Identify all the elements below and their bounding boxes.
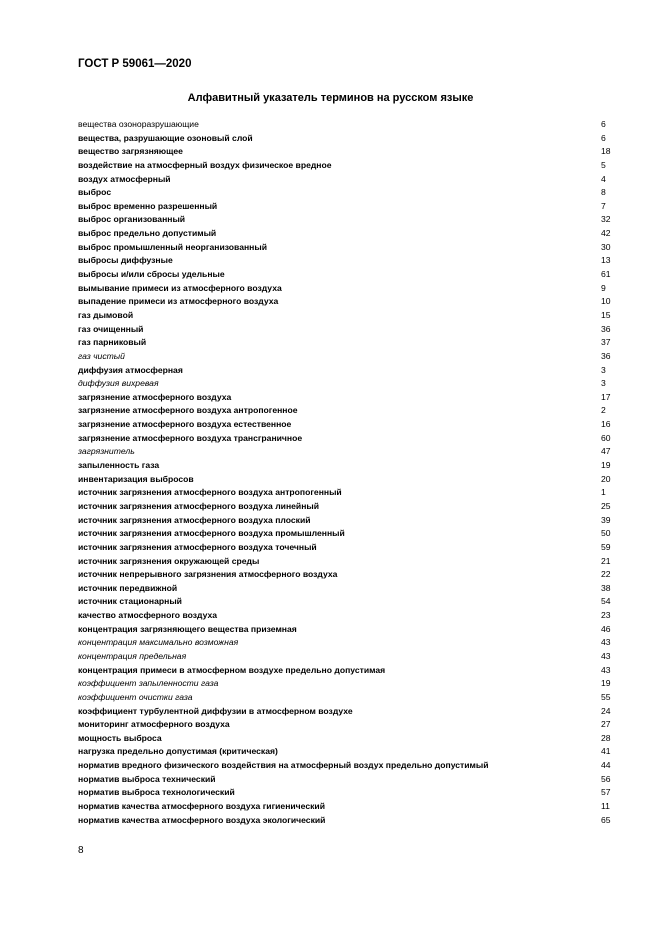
index-entry xyxy=(78,650,612,664)
index-page-ref: 55 xyxy=(601,691,611,702)
index-entry xyxy=(78,745,612,759)
index-term: норматив качества атмосферного воздуха экологический xyxy=(78,814,326,825)
index-page-ref: 37 xyxy=(601,337,611,348)
index-entry xyxy=(78,568,612,582)
index-term: газ чистый xyxy=(78,350,125,361)
index-page-ref: 43 xyxy=(601,637,611,648)
index-entry xyxy=(78,486,612,500)
index-entry xyxy=(78,473,612,487)
index-term: источник передвижной xyxy=(78,582,178,593)
index-page-ref: 3 xyxy=(601,378,606,389)
index-entry xyxy=(78,814,612,828)
index-entry xyxy=(78,268,612,282)
index-page-ref: 19 xyxy=(601,460,611,471)
index-page-ref: 9 xyxy=(601,282,606,293)
index-entry xyxy=(78,732,612,746)
index-page-ref: 5 xyxy=(601,159,606,170)
index-entry xyxy=(78,718,612,732)
index-page-ref: 18 xyxy=(601,146,611,157)
index-entry xyxy=(78,254,612,268)
index-page-ref: 27 xyxy=(601,719,611,730)
index-entry xyxy=(78,786,612,800)
index-page-ref: 61 xyxy=(601,269,611,280)
index-entry xyxy=(78,636,612,650)
index-page-ref: 6 xyxy=(601,119,606,129)
index-term: вымывание примеси из атмосферного воздуха xyxy=(78,282,282,293)
index-term: источник загрязнения окружающей среды xyxy=(78,555,260,566)
index-entry xyxy=(78,159,612,173)
index-entry xyxy=(78,773,612,787)
index-term: воздух атмосферный xyxy=(78,173,171,184)
index-page-ref: 39 xyxy=(601,514,611,525)
index-page-ref: 46 xyxy=(601,623,611,634)
index-term: норматив качества атмосферного воздуха гигиенический xyxy=(78,801,325,812)
index-term: источник загрязнения атмосферного воздуха плоский xyxy=(78,514,311,525)
index-page-ref: 43 xyxy=(601,664,611,675)
index-term: выброс организованный xyxy=(78,214,186,225)
index-entry xyxy=(78,759,612,773)
index-page-ref: 44 xyxy=(601,760,611,771)
index-term: загрязнение атмосферного воздуха антропогенное xyxy=(78,405,298,416)
index-term: нагрузка предельно допустимая (критическая) xyxy=(78,746,278,757)
index-entry xyxy=(78,623,612,637)
index-entry xyxy=(78,323,612,337)
index-page-ref: 28 xyxy=(601,732,611,743)
index-entry xyxy=(78,364,612,378)
index-term: выбросы диффузные xyxy=(78,255,173,266)
index-page-ref: 56 xyxy=(601,773,611,784)
index-entry xyxy=(78,213,612,227)
index-list xyxy=(78,118,612,827)
index-page-ref: 17 xyxy=(601,391,611,402)
index-entry xyxy=(78,432,612,446)
index-page-ref: 15 xyxy=(601,309,611,320)
index-page-ref: 47 xyxy=(601,446,611,457)
index-term: диффузия атмосферная xyxy=(78,364,183,375)
index-term: загрязнение атмосферного воздуха естественное xyxy=(78,419,292,430)
index-entry xyxy=(78,514,612,528)
index-page-ref: 54 xyxy=(601,596,611,607)
index-entry xyxy=(78,459,612,473)
page-number: 8 xyxy=(78,845,84,856)
index-page-ref: 60 xyxy=(601,432,611,443)
index-term: норматив вредного физического воздействия на атмосферный воздух предельно допустимый xyxy=(78,760,489,771)
index-term: коэффициент очистки газа xyxy=(78,691,193,702)
index-entry xyxy=(78,295,612,309)
index-term: источник загрязнения атмосферного воздуха промышленный xyxy=(78,528,345,539)
index-page-ref: 32 xyxy=(601,214,611,225)
index-term: газ дымовой xyxy=(78,309,134,320)
index-term: концентрация максимально возможная xyxy=(78,637,239,648)
index-page-ref: 19 xyxy=(601,678,611,689)
index-page-ref: 22 xyxy=(601,569,611,580)
index-entry xyxy=(78,418,612,432)
index-entry xyxy=(78,377,612,391)
index-term: источник стационарный xyxy=(78,596,182,607)
index-entry xyxy=(78,118,612,132)
index-term: выброс предельно допустимый xyxy=(78,228,217,239)
index-page-ref: 21 xyxy=(601,555,611,566)
index-entry xyxy=(78,309,612,323)
index-page-ref: 50 xyxy=(601,528,611,539)
index-page-ref: 38 xyxy=(601,582,611,593)
index-entry xyxy=(78,200,612,214)
index-page-ref: 11 xyxy=(601,801,610,812)
index-page-ref: 30 xyxy=(601,241,611,252)
index-term: источник загрязнения атмосферного воздуха антропогенный xyxy=(78,487,342,498)
index-entry xyxy=(78,241,612,255)
index-page-ref: 16 xyxy=(601,419,611,430)
index-entry xyxy=(78,664,612,678)
index-page-ref: 20 xyxy=(601,473,611,484)
index-term: источник загрязнения атмосферного воздуха линейный xyxy=(78,500,320,511)
index-entry xyxy=(78,555,612,569)
index-entry xyxy=(78,173,612,187)
index-entry xyxy=(78,350,612,364)
index-term: диффузия вихревая xyxy=(78,378,159,389)
index-entry xyxy=(78,705,612,719)
index-page-ref: 42 xyxy=(601,228,611,239)
index-page-ref: 1 xyxy=(601,487,606,498)
index-term: концентрация предельная xyxy=(78,650,187,661)
index-term: источник загрязнения атмосферного воздуха точечный xyxy=(78,541,317,552)
index-term: качество атмосферного воздуха xyxy=(78,610,218,621)
index-term: вещество загрязняющее xyxy=(78,146,183,157)
index-page-ref: 65 xyxy=(601,814,611,825)
section-title: Алфавитный указатель терминов на русском языке xyxy=(187,92,474,104)
index-page-ref: 4 xyxy=(601,173,606,184)
index-term: инвентаризация выбросов xyxy=(78,473,194,484)
index-page-ref: 57 xyxy=(601,787,611,798)
index-entry xyxy=(78,500,612,514)
index-page-ref: 8 xyxy=(601,187,606,198)
index-entry xyxy=(78,186,612,200)
index-term: источник непрерывного загрязнения атмосферного воздуха xyxy=(78,569,338,580)
index-term: вещества озоноразрушающие xyxy=(78,119,199,129)
index-term: газ очищенный xyxy=(78,323,144,334)
index-entry xyxy=(78,582,612,596)
index-entry xyxy=(78,145,612,159)
index-page-ref: 3 xyxy=(601,364,606,375)
index-entry xyxy=(78,691,612,705)
index-entry xyxy=(78,595,612,609)
index-page-ref: 6 xyxy=(601,132,606,143)
index-term: концентрация загрязняющего вещества приземная xyxy=(78,623,297,634)
index-term: выброс промышленный неорганизованный xyxy=(78,241,267,252)
document-header: ГОСТ Р 59061—2020 xyxy=(78,58,192,70)
index-page-ref: 59 xyxy=(601,541,611,552)
index-page-ref: 36 xyxy=(601,323,611,334)
index-entry xyxy=(78,282,612,296)
index-entry xyxy=(78,800,612,814)
index-term: коэффициент турбулентной диффузии в атмосферном воздухе xyxy=(78,705,353,716)
index-term: загрязнение атмосферного воздуха xyxy=(78,391,232,402)
index-page-ref: 2 xyxy=(601,405,606,416)
index-term: мощность выброса xyxy=(78,732,162,743)
index-entry xyxy=(78,336,612,350)
index-entry xyxy=(78,527,612,541)
index-entry xyxy=(78,227,612,241)
index-term: норматив выброса технологический xyxy=(78,787,235,798)
index-term: мониторинг атмосферного воздуха xyxy=(78,719,230,730)
index-term: загрязнитель xyxy=(78,446,135,457)
index-entry xyxy=(78,445,612,459)
index-entry xyxy=(78,541,612,555)
index-term: запыленность газа xyxy=(78,460,160,471)
index-term: выброс временно разрешенный xyxy=(78,200,218,211)
index-term: выброс xyxy=(78,187,112,198)
index-page-ref: 25 xyxy=(601,500,611,511)
index-term: загрязнение атмосферного воздуха трансграничное xyxy=(78,432,303,443)
index-term: коэффициент запыленности газа xyxy=(78,678,219,689)
index-term: норматив выброса технический xyxy=(78,773,216,784)
index-term: газ парниковый xyxy=(78,337,147,348)
index-page-ref: 24 xyxy=(601,705,611,716)
index-entry xyxy=(78,404,612,418)
index-term: концентрация примеси в атмосферном воздухе предельно допустимая xyxy=(78,664,386,675)
index-term: воздействие на атмосферный воздух физическое вредное xyxy=(78,159,332,170)
index-term: выпадение примеси из атмосферного воздуха xyxy=(78,296,279,307)
index-page-ref: 23 xyxy=(601,610,611,621)
index-page-ref: 10 xyxy=(601,296,611,307)
index-term: вещества, разрушающие озоновый слой xyxy=(78,132,253,143)
index-page-ref: 13 xyxy=(601,255,611,266)
index-term: выбросы и/или сбросы удельные xyxy=(78,269,225,280)
index-entry xyxy=(78,677,612,691)
index-page-ref: 43 xyxy=(601,650,611,661)
index-entry xyxy=(78,391,612,405)
index-page-ref: 36 xyxy=(601,350,611,361)
index-entry xyxy=(78,132,612,146)
index-entry xyxy=(78,609,612,623)
index-page-ref: 41 xyxy=(601,746,611,757)
index-page-ref: 7 xyxy=(601,200,606,211)
